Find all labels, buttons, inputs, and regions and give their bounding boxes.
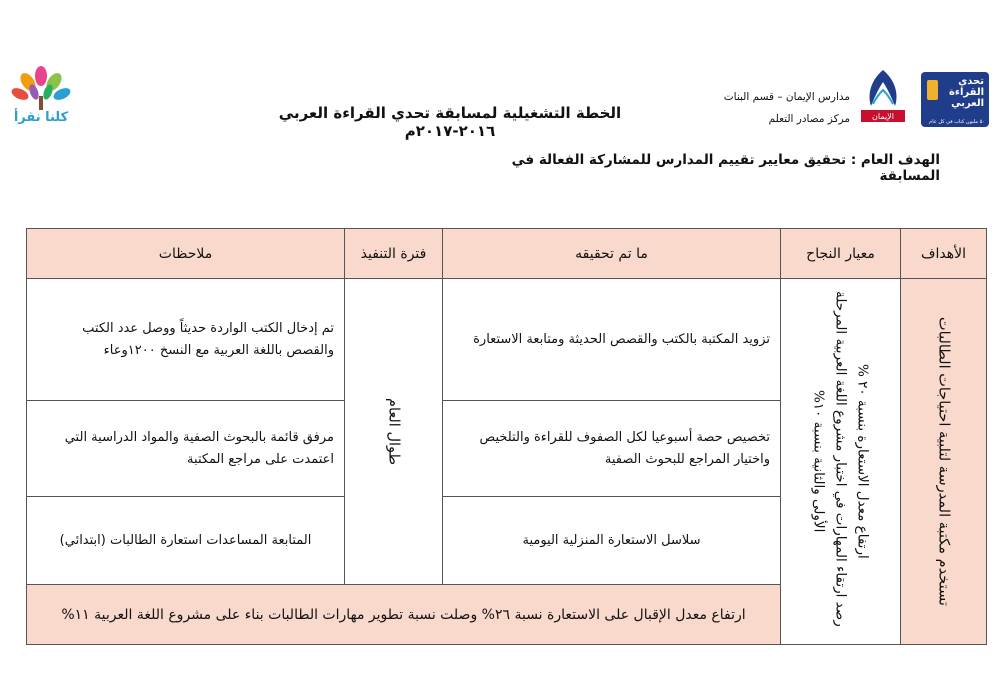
achieved-cell-1: تزويد المكتبة بالكتب والقصص الحديثة ومتابعة الاستعارة bbox=[443, 279, 781, 401]
operational-plan-table bbox=[26, 228, 987, 645]
achieved-cell-2: تخصيص حصة أسبوعيا لكل الصفوف للقراءة والتلخيص واختيار المراجع للبحوث الصفية bbox=[443, 401, 781, 497]
center-name: مركز مصادر التعلم bbox=[768, 113, 850, 125]
kulluna-naqra-text: كلنا نقرأ bbox=[13, 110, 69, 125]
reading-logo-slogan: ۵٠ مليون كتاب في كل عام bbox=[929, 119, 985, 125]
table-row bbox=[27, 279, 987, 401]
goal-text: تستخدم مكتبة المدرسة لتلبية احتياجات الطالبات bbox=[935, 317, 952, 606]
achieved-cell-3: سلاسل الاستعارة المنزلية اليومية bbox=[443, 497, 781, 585]
school-logo bbox=[857, 66, 909, 128]
criteria-line-2: رصد ارتقاء المهارات في اختبار مشروع اللغة العربية المرحلة bbox=[832, 290, 849, 627]
reading-logo-line-2: القراءة bbox=[948, 87, 984, 98]
general-goal: الهدف العام : تحقيق معايير تقييم المدارس للمشاركة الفعالة في المسابقة bbox=[511, 152, 940, 184]
reading-logo-line-1: تحدي bbox=[958, 76, 984, 87]
period-text: طوال العام bbox=[385, 397, 402, 466]
school-emblem-icon bbox=[857, 66, 909, 128]
reading-logo-line-3: العربي bbox=[951, 98, 984, 109]
notes-cell-2: مرفق قائمة بالبحوث الصفية والمواد الدراسية التي اعتمدت على مراجع المكتبة bbox=[27, 401, 345, 497]
criteria-line-1: ارتفاع معدل الاستعارة بنسبة ٢٠ % bbox=[854, 364, 871, 559]
notes-cell-3: المتابعة المساعدات استعارة الطالبات (ابتدائي) bbox=[27, 497, 345, 585]
criteria-line-3: الأولى والثانية بنسبة ١٠% bbox=[810, 390, 827, 533]
header-period: فترة التنفيذ bbox=[345, 229, 443, 279]
criteria-cell bbox=[781, 279, 901, 645]
kulluna-naqra-logo bbox=[8, 66, 74, 130]
header-notes: ملاحظات bbox=[27, 229, 345, 279]
period-cell bbox=[345, 279, 443, 585]
table-header-row bbox=[27, 229, 987, 279]
tree-leaves-icon bbox=[8, 66, 74, 112]
school-info bbox=[700, 90, 850, 134]
page-title: الخطة التشغيلية لمسابقة تحدي القراءة العربي ٢٠١٦-٢٠١٧م bbox=[278, 104, 622, 140]
book-icon bbox=[927, 80, 938, 100]
summary-cell: ارتفاع معدل الإقبال على الاستعارة نسبة ٢٦% وصلت نسبة تطوير مهارات الطالبات بناء على مشروع اللغة العربية ١١% bbox=[27, 585, 781, 645]
header-achieved: ما تم تحقيقه bbox=[443, 229, 781, 279]
header-goals: الأهداف bbox=[901, 229, 987, 279]
school-logo-label: الإيمان bbox=[872, 112, 894, 121]
header-criteria: معيار النجاح bbox=[781, 229, 901, 279]
school-name: مدارس الإيمان – قسم البنات bbox=[723, 91, 850, 103]
reading-challenge-logo bbox=[921, 72, 989, 127]
goal-cell bbox=[901, 279, 987, 645]
notes-cell-1: تم إدخال الكتب الواردة حديثاً ووصل عدد الكتب والقصص باللغة العربية مع النسخ ١٢٠٠وعاء bbox=[27, 279, 345, 401]
